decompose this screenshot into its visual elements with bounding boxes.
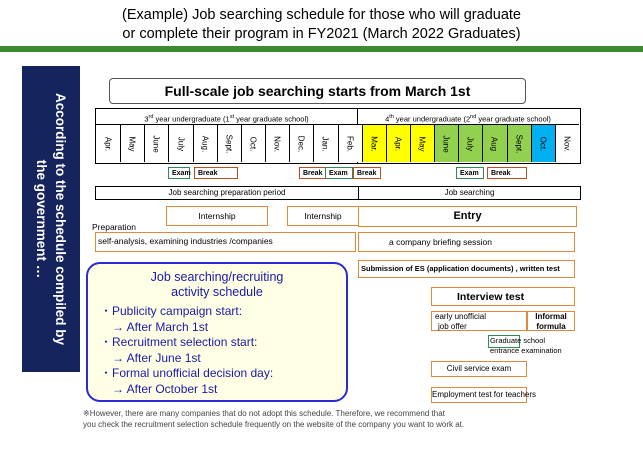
- title-line-2: or complete their program in FY2021 (March 2022 Graduates): [122, 26, 521, 42]
- month-cell: [96, 125, 120, 162]
- grad-exam-line-1: Graduate school: [490, 336, 546, 345]
- grad-exam-label: [490, 336, 562, 356]
- break-marker: Break: [194, 167, 238, 179]
- prep-period-bar: Job searching preparation period: [95, 186, 359, 200]
- month-label: Sept.: [224, 134, 234, 153]
- side-panel-text: [32, 93, 70, 345]
- month-divider: [362, 125, 363, 162]
- side-panel-line-2: the government …: [34, 159, 49, 279]
- month-label: May: [417, 135, 427, 152]
- month-cell: [362, 125, 386, 162]
- month-divider: [241, 125, 242, 162]
- entry-box: Entry: [358, 206, 577, 227]
- month-cell: [410, 125, 434, 162]
- third-year-num: 3: [144, 114, 149, 124]
- month-label: June: [151, 134, 161, 153]
- third-year-post: year graduate school): [234, 114, 309, 124]
- internship-box: Internship: [287, 206, 359, 226]
- month-divider: [217, 125, 218, 162]
- exam-marker: Exam: [456, 167, 484, 179]
- month-label: Aug: [489, 136, 499, 151]
- search-period-bar: Job searching: [358, 186, 581, 200]
- month-divider: [458, 125, 459, 162]
- early-offer-box: [431, 311, 527, 331]
- schedule-item: → After October 1st: [100, 381, 218, 396]
- break-marker: Break: [353, 167, 381, 179]
- month-divider: [410, 125, 411, 162]
- page-title: [0, 6, 643, 44]
- footnote-line-1: ※However, there are many companies that do not adopt this schedule. Therefore, we recommend that: [83, 409, 445, 418]
- month-cell: [217, 125, 241, 162]
- month-label: July: [465, 136, 475, 151]
- fourth-year-sup1: th: [389, 114, 394, 120]
- month-cell: [482, 125, 506, 162]
- schedule-title-line-2: activity schedule: [171, 285, 263, 299]
- month-cell: [313, 125, 337, 162]
- break-marker: Break: [487, 167, 527, 179]
- schedule-item: → After June 1st: [100, 350, 201, 365]
- fourth-year-header: [358, 110, 578, 124]
- month-cell: [386, 125, 410, 162]
- month-label: Mar.: [369, 135, 379, 152]
- side-panel-line-1: According to the schedule compiled by: [53, 92, 68, 346]
- month-cell: [241, 125, 265, 162]
- month-divider: [531, 125, 532, 162]
- informal-box: [527, 311, 575, 331]
- month-cell: [338, 125, 362, 162]
- preparation-box: self-analysis, examining industries /companies: [95, 232, 356, 252]
- month-label: Dec.: [296, 135, 306, 152]
- schedule-box: [86, 262, 348, 402]
- month-cell: [120, 125, 144, 162]
- month-cell: [531, 125, 555, 162]
- informal-line-1: Informal: [535, 312, 567, 321]
- month-label: June: [441, 134, 451, 153]
- month-divider: [193, 125, 194, 162]
- schedule-item: ・Recruitment selection start:: [100, 335, 258, 349]
- month-label: May: [127, 135, 137, 152]
- month-label: Oct.: [248, 136, 258, 151]
- month-label: Nov.: [272, 135, 282, 152]
- third-year-sup2: st: [229, 114, 234, 120]
- early-offer-line-1: early unofficial: [435, 312, 486, 321]
- briefing-box: a company briefing session: [358, 232, 575, 252]
- month-cell: [434, 125, 458, 162]
- footnote: [83, 408, 464, 430]
- month-cell: [507, 125, 531, 162]
- month-label: Apr.: [103, 136, 113, 151]
- third-year-header: [96, 110, 357, 124]
- month-label: Jan.: [320, 135, 330, 152]
- third-year-mid: year undergraduate (1: [153, 114, 230, 124]
- month-divider: [265, 125, 266, 162]
- month-label: Apr.: [393, 136, 403, 151]
- month-label: Feb.: [345, 135, 355, 152]
- preparation-label: Preparation: [92, 222, 136, 232]
- month-divider: [168, 125, 169, 162]
- fourth-year-sup2: nd: [470, 114, 477, 120]
- employment-test-box: Employment test for teachers: [431, 387, 527, 403]
- month-divider: [144, 125, 145, 162]
- side-panel: [22, 66, 80, 372]
- month-label: Nov.: [562, 135, 572, 152]
- schedule-item: ・Publicity campaign start:: [100, 304, 243, 318]
- civil-service-box: Civil service exam: [431, 361, 527, 377]
- month-label: Aug.: [200, 135, 210, 152]
- fourth-year-post: year graduate school): [476, 114, 551, 124]
- third-year-sup1: rd: [148, 114, 154, 120]
- interview-box: Interview test: [431, 287, 575, 306]
- informal-line-2: formula: [536, 321, 566, 331]
- month-cell: [144, 125, 168, 162]
- schedule-title-line-1: Job searching/recruiting: [150, 270, 284, 284]
- schedule-title: [88, 270, 346, 300]
- green-divider: [0, 46, 643, 52]
- headline-box: Full-scale job searching starts from March 1st: [109, 78, 526, 104]
- fourth-year-mid: year undergraduate (2: [393, 114, 471, 124]
- month-cell: [168, 125, 192, 162]
- month-divider: [120, 125, 121, 162]
- month-label: Sept.: [514, 134, 524, 153]
- title-line-1: (Example) Job searching schedule for those who will graduate: [122, 7, 521, 23]
- break-marker: Break: [299, 167, 326, 179]
- footnote-line-2: you check the recruitment selection schedule frequently on the website of the company you want to work at.: [83, 420, 465, 429]
- schedule-item: ・Formal unofficial decision day:: [100, 366, 274, 380]
- month-divider: [313, 125, 314, 162]
- month-divider: [338, 125, 339, 162]
- month-divider: [386, 125, 387, 162]
- early-offer-line-2: job offer: [438, 321, 467, 331]
- month-divider: [482, 125, 483, 162]
- schedule-list: [100, 304, 273, 397]
- month-divider: [434, 125, 435, 162]
- month-divider: [555, 125, 556, 162]
- month-cell: [265, 125, 289, 162]
- month-cell: [193, 125, 217, 162]
- es-submission-box: Submission of ES (application documents) , written test: [358, 260, 575, 278]
- month-cell: [555, 125, 579, 162]
- schedule-item: → After March 1st: [100, 319, 209, 334]
- internship-box: Internship: [166, 206, 268, 226]
- grad-exam-line-2: entrance examination: [490, 346, 562, 355]
- month-cell: [289, 125, 313, 162]
- month-cell: [458, 125, 482, 162]
- month-divider: [289, 125, 290, 162]
- month-label: Oct.: [538, 136, 548, 151]
- month-divider: [507, 125, 508, 162]
- exam-marker: Exam: [168, 167, 190, 179]
- fourth-year-num: 4: [385, 114, 390, 124]
- month-label: July: [176, 136, 185, 151]
- exam-marker: Exam: [325, 167, 353, 179]
